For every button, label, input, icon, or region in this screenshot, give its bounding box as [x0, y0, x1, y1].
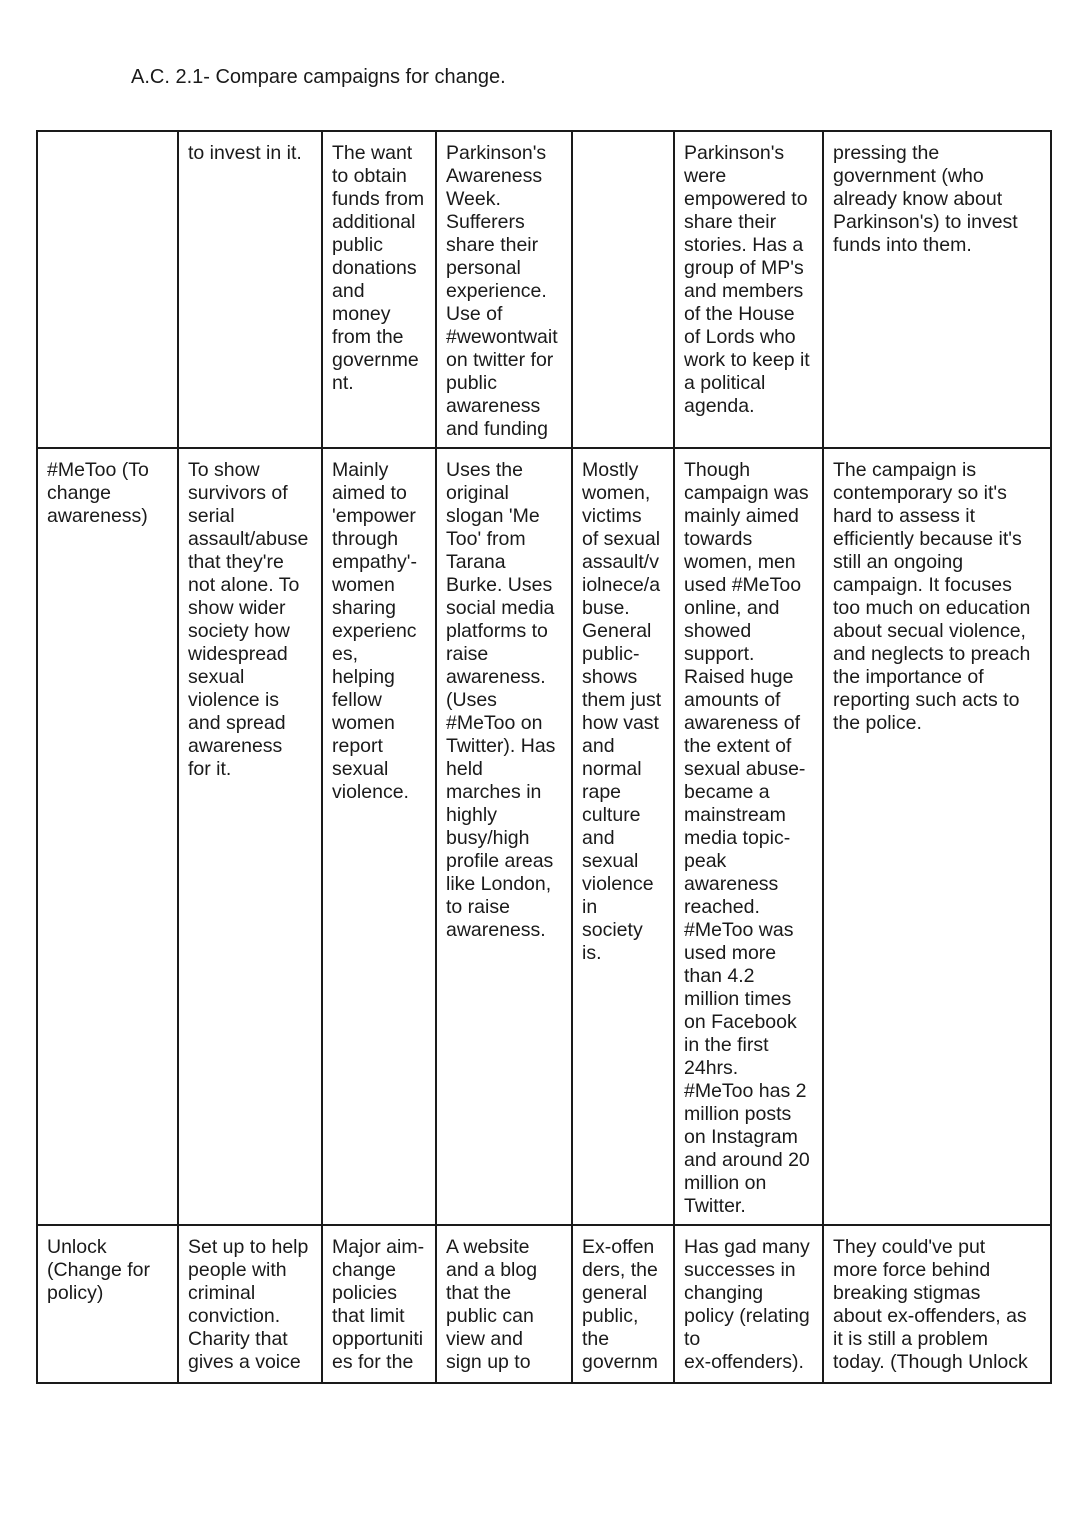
cell-text: Major aim- change policies that limit opportuniti es for the [332, 1236, 425, 1373]
page-heading: A.C. 2.1- Compare campaigns for change. [131, 66, 506, 88]
table-row-metoo [37, 448, 1051, 1225]
cell-text: The want to obtain funds from additional public donations and money from the governme nt. [332, 142, 425, 394]
cell-text: A website and a blog that the public can view and sign up to [446, 1236, 538, 1373]
cell-text: Set up to help people with criminal conviction. Charity that gives a voice [188, 1236, 309, 1373]
table-cell [823, 1225, 1051, 1383]
table-cell [178, 1225, 322, 1383]
table-cell [178, 131, 322, 448]
cell-text: Ex-offen ders, the general public, the governm [582, 1236, 658, 1373]
table-cell [322, 131, 436, 448]
table-cell [37, 448, 178, 1225]
cell-text: They could've put more force behind breaking stigmas about ex-offenders, as it is still a problem today. (Though Unlock [833, 1236, 1028, 1373]
cell-text: Parkinson's Awareness Week. Sufferers share their personal experience. Use of #wewontwait on twitter for public awareness and funding [446, 142, 558, 440]
table-cell [436, 131, 572, 448]
table-cell [572, 131, 674, 448]
cell-text: Unlock (Change for policy) [47, 1236, 150, 1304]
table-cell [436, 448, 572, 1225]
cell-text: Parkinson's were empowered to share their stories. Has a group of MP's and members of the House of Lords who work to keep it a political agenda. [684, 142, 810, 417]
table-cell [674, 1225, 823, 1383]
table-row-parkinsons [37, 131, 1051, 448]
table-cell [322, 1225, 436, 1383]
table-cell [674, 448, 823, 1225]
cell-text: #MeToo (To change awareness) [47, 459, 149, 527]
cell-text: Mostly women, victims of sexual assault/v iolnece/a buse. General public- shows them just how vast and normal rape culture and sexual violence in society is. [582, 459, 662, 964]
cell-text: Uses the original slogan 'Me Too' from Tarana Burke. Uses social media platforms to raise awareness. (Uses #MeToo on Twitter). Has held marches in highly busy/high profile areas like London, to raise awareness. [446, 459, 556, 941]
table-cell [322, 448, 436, 1225]
table-cell [572, 448, 674, 1225]
cell-text: Has gad many successes in changing policy (relating to ex-offenders). [684, 1236, 810, 1373]
table-cell [37, 1225, 178, 1383]
cell-text: The campaign is contemporary so it's hard to assess it efficiently because it's still an ongoing campaign. It focuses too much on education about secual violence, and neglects to preach the importance of reporting such acts to the police. [833, 459, 1031, 734]
cell-text: to invest in it. [188, 142, 302, 164]
table-cell [572, 1225, 674, 1383]
cell-text: Mainly aimed to 'empower through empathy'- women sharing experienc es, helping fellow women report sexual violence. [332, 459, 418, 803]
table-cell [823, 131, 1051, 448]
table-row-unlock [37, 1225, 1051, 1383]
cell-text: To show survivors of serial assault/abuse that they're not alone. To show wider society how widespread sexual violence is and spread awareness for it. [188, 459, 309, 780]
table-cell [178, 448, 322, 1225]
cell-text: Though campaign was mainly aimed towards women, men used #MeToo online, and showed support. Raised huge amounts of awareness of the extent of sexual abuse- became a mainstream media topic- peak awareness reached. #MeToo was used more than 4.2 million times on Facebook in the first 24hrs. #MeToo has 2 million posts on Instagram and around 20 million on Twitter. [684, 459, 810, 1217]
table-cell [674, 131, 823, 448]
campaign-comparison-table [36, 130, 1052, 1384]
table-cell [823, 448, 1051, 1225]
table-cell [37, 131, 178, 448]
cell-text: pressing the government (who already know about Parkinson's) to invest funds into them. [833, 142, 1018, 256]
table-cell [436, 1225, 572, 1383]
